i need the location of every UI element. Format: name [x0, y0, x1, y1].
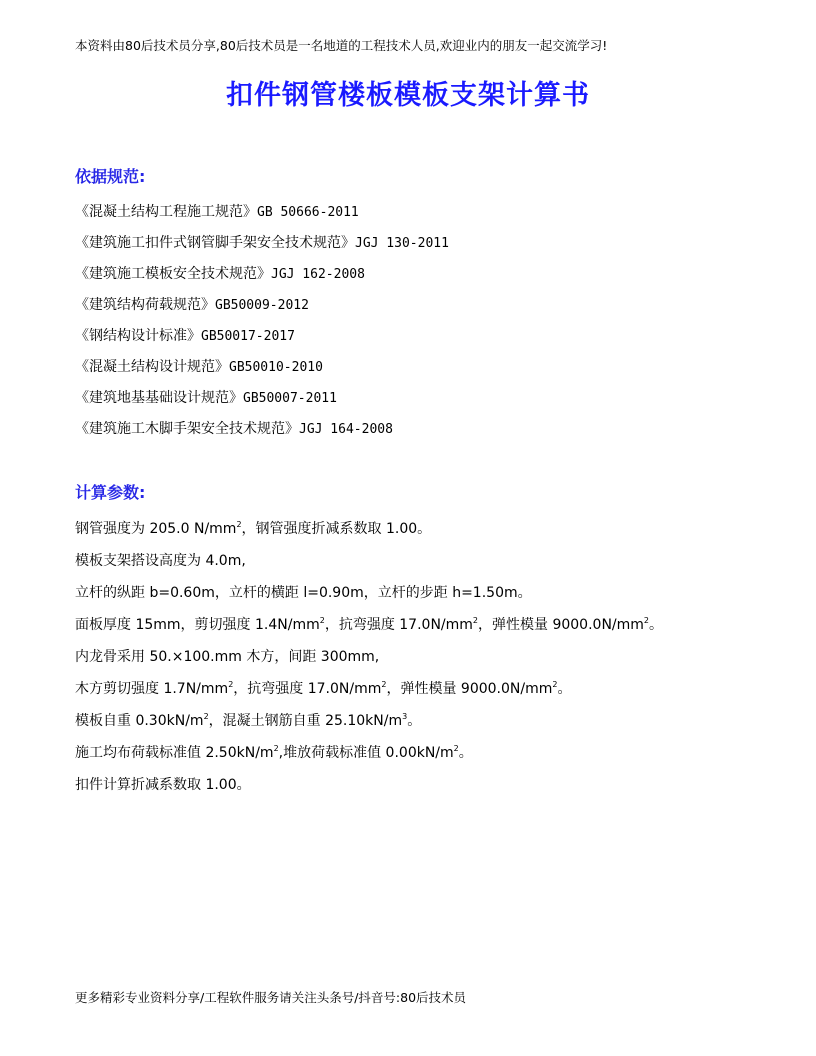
header-note: 本资料由80后技术员分享,80后技术员是一名地道的工程技术人员,欢迎业内的朋友一起交流学习!	[75, 38, 608, 53]
standard-code: GB50007-2011	[243, 391, 337, 406]
superscript: 2	[472, 616, 479, 625]
param-text: 。	[557, 681, 572, 697]
param-text: 面板厚度 15mm，剪切强度 1.4N/mm	[75, 617, 320, 633]
superscript: 2	[453, 744, 459, 753]
param-line	[75, 740, 663, 772]
superscript: 2	[273, 744, 279, 753]
param-text: 。	[458, 745, 473, 761]
param-text: ，抗弯强度 17.0N/mm	[324, 617, 473, 633]
param-text: 。	[407, 713, 422, 729]
param-line	[75, 772, 663, 804]
basis-item	[75, 324, 449, 355]
params-heading: 计算参数:	[75, 483, 146, 502]
standard-code: GB50010-2010	[229, 360, 323, 375]
params-list	[75, 516, 663, 804]
param-text: 扣件计算折减系数取 1.00。	[75, 777, 251, 793]
basis-item	[75, 417, 449, 448]
param-text: ，钢管强度折减系数取 1.00。	[241, 521, 432, 537]
standard-code: GB 50666-2011	[257, 205, 359, 220]
param-line	[75, 612, 663, 644]
param-text: ，弹性模量 9000.0N/mm	[478, 617, 644, 633]
standard-name: 《建筑施工扣件式钢管脚手架安全技术规范》	[75, 235, 355, 251]
basis-list	[75, 200, 449, 448]
superscript: 2	[228, 680, 234, 689]
standard-name: 《建筑地基基础设计规范》	[75, 390, 243, 406]
param-line	[75, 548, 663, 580]
param-line	[75, 580, 663, 612]
param-line	[75, 708, 663, 740]
standard-code: JGJ 130-2011	[355, 236, 449, 251]
standard-name: 《建筑施工木脚手架安全技术规范》	[75, 421, 299, 437]
standard-code: GB50009-2012	[215, 298, 309, 313]
standard-name: 《建筑结构荷载规范》	[75, 297, 215, 313]
footer-note: 更多精彩专业资料分享/工程软件服务请关注头条号/抖音号:80后技术员	[75, 990, 467, 1005]
param-text: 。	[649, 617, 664, 633]
basis-heading: 依据规范:	[75, 167, 146, 186]
param-line	[75, 644, 663, 676]
param-line	[75, 516, 663, 548]
standard-name: 《建筑施工模板安全技术规范》	[75, 266, 271, 282]
param-text: ，混凝土钢筋自重 25.10kN/m	[208, 713, 403, 729]
standard-name: 《混凝土结构工程施工规范》	[75, 204, 257, 220]
basis-item	[75, 293, 449, 324]
param-text: 模板自重 0.30kN/m	[75, 713, 204, 729]
basis-item	[75, 355, 449, 386]
param-line	[75, 676, 663, 708]
param-text: 施工均布荷载标准值 2.50kN/m	[75, 745, 274, 761]
superscript: 2	[319, 616, 325, 625]
param-text: ,堆放荷载标准值 0.00kN/m	[278, 745, 454, 761]
superscript: 3	[402, 712, 408, 721]
param-text: ，弹性模量 9000.0N/mm	[386, 681, 553, 697]
superscript: 2	[236, 520, 242, 529]
standard-code: GB50017-2017	[201, 329, 295, 344]
param-text: 钢管强度为 205.0 N/mm	[75, 521, 237, 537]
superscript: 2	[552, 680, 558, 689]
document-title: 扣件钢管楼板模板支架计算书	[226, 80, 590, 111]
basis-item	[75, 200, 449, 231]
basis-item	[75, 262, 449, 293]
basis-item	[75, 386, 449, 417]
superscript: 2	[381, 680, 387, 689]
superscript: 2	[203, 712, 209, 721]
param-text: 内龙骨采用 50.×100.mm 木方，间距 300mm,	[75, 649, 380, 665]
basis-item	[75, 231, 449, 262]
param-text: 木方剪切强度 1.7N/mm	[75, 681, 229, 697]
standard-name: 《混凝土结构设计规范》	[75, 359, 229, 375]
superscript: 2	[643, 616, 650, 625]
standard-code: JGJ 164-2008	[299, 422, 393, 437]
param-text: 立杆的纵距 b=0.60m，立杆的横距 l=0.90m，立杆的步距 h=1.50m。	[75, 585, 532, 601]
param-text: ，抗弯强度 17.0N/mm	[233, 681, 382, 697]
standard-code: JGJ 162-2008	[271, 267, 365, 282]
standard-name: 《钢结构设计标准》	[75, 328, 201, 344]
param-text: 模板支架搭设高度为 4.0m,	[75, 553, 246, 569]
